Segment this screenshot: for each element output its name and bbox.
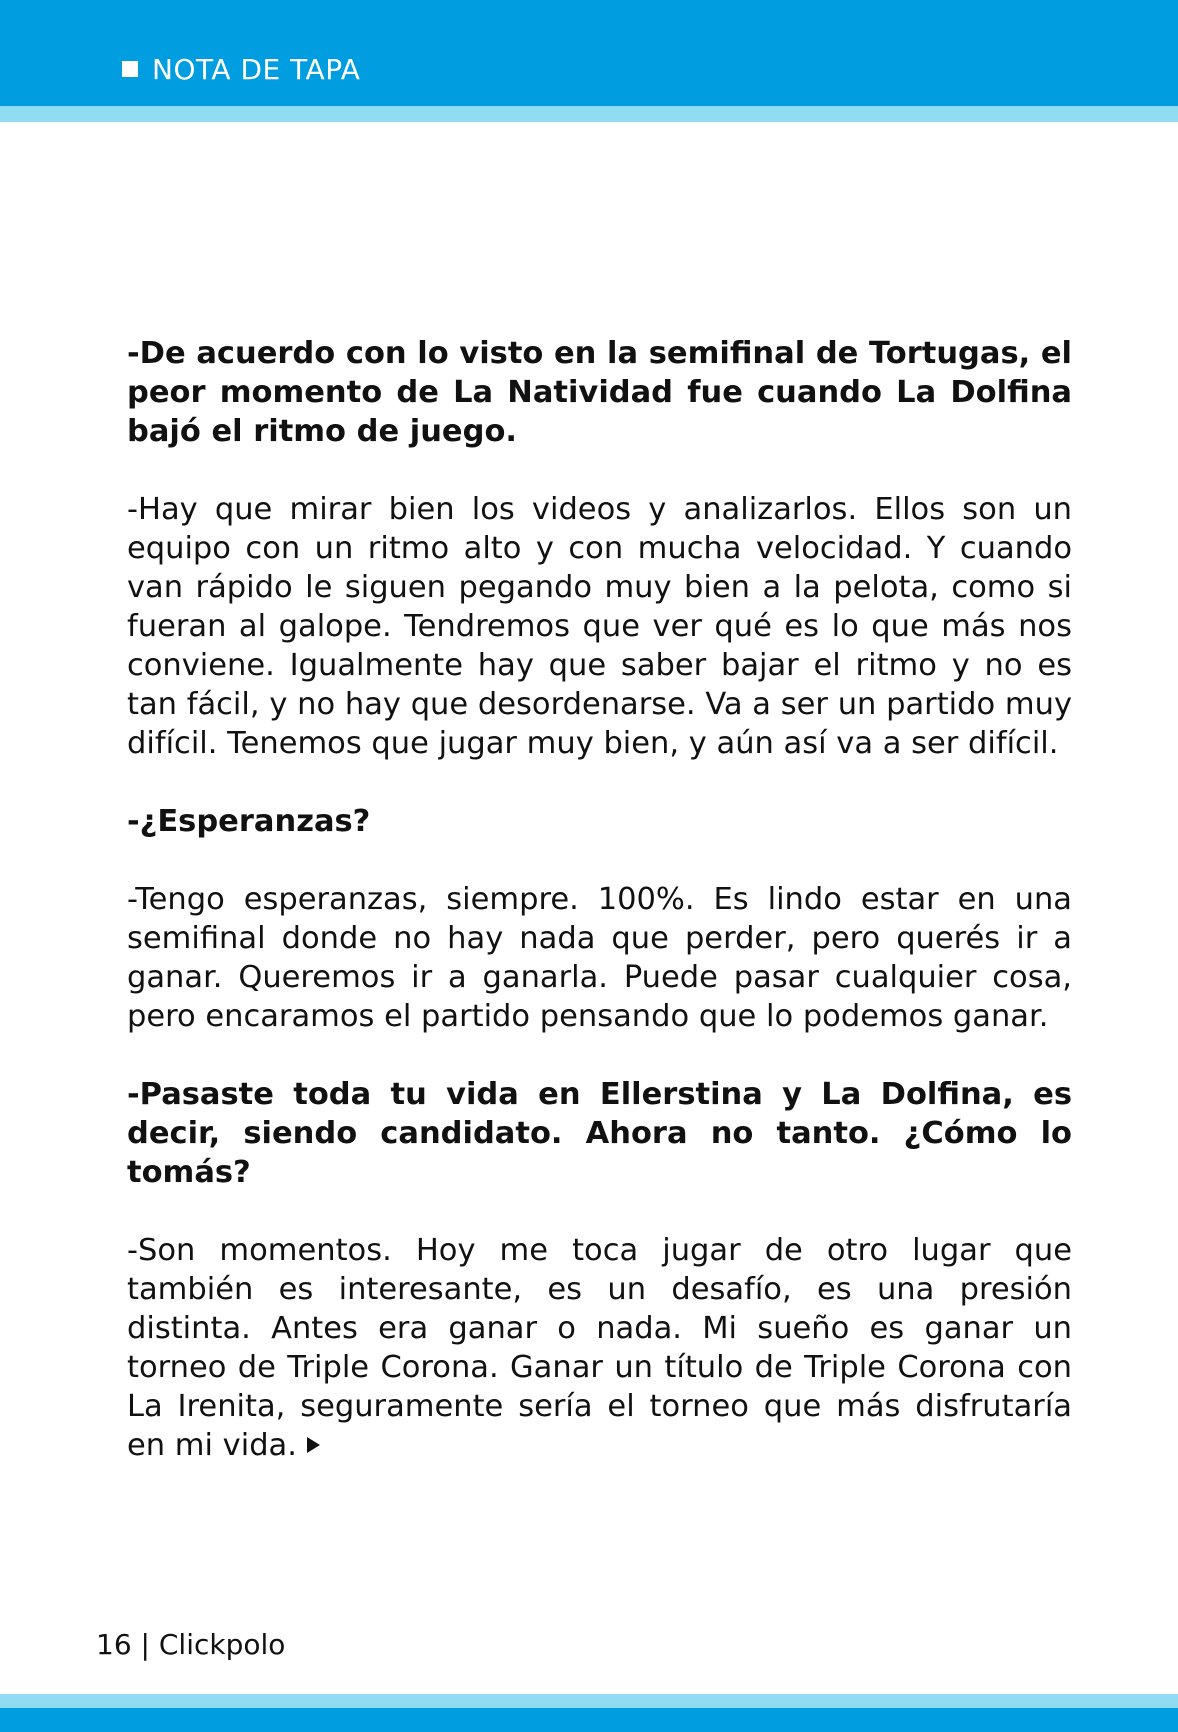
answer-3-paragraph (127, 1231, 1072, 1465)
answer-2: -Tengo esperanzas, siempre. 100%. Es lindo estar en una semifinal donde no hay nada que perder, pero querés ir a ganar. Queremos ir a ganarla. Puede pasar cualquier cosa, pero encaramos el partido pensando que lo podemos ganar. (127, 882, 1072, 1034)
footer-band (0, 1708, 1178, 1732)
footer-stripe (0, 1694, 1178, 1708)
answer-3: -Son momentos. Hoy me toca jugar de otro lugar que también es interesante, es un desafío, es una presión distinta. Antes era ganar o nada. Mi sueño es ganar un torneo de Triple Corona. Ganar un título de Triple Corona con La Irenita, seguramente sería el torneo que más disfrutaría en mi vida. (127, 1233, 1072, 1463)
question-3: -Pasaste toda tu vida en Ellerstina y La Dolfina, es decir, siendo candidato. Ahora no tanto. ¿Cómo lo tomás? (127, 1077, 1072, 1190)
section-tag (122, 52, 360, 86)
play-icon (307, 1437, 320, 1453)
question-2: -¿Esperanzas? (127, 804, 371, 839)
header-stripe (0, 106, 1178, 122)
page-number: 16 | Clickpolo (96, 1628, 286, 1661)
answer-1: -Hay que mirar bien los videos y analizarlos. Ellos son un equipo con un ritmo alto y con mucha velocidad. Y cuando van rápido le siguen pegando muy bien a la pelota, como si fueran al galope. Tendremos que ver qué es lo que más nos conviene. Igualmente hay que saber bajar el ritmo y no es tan fácil, y no hay que desordenarse. Va a ser un partido muy difícil. Tenemos que jugar muy bien, y aún así va a ser difícil. (127, 492, 1072, 761)
question-1: -De acuerdo con lo visto en la semifinal de Tortugas, el peor momento de La Natividad fue cuando La Dolfina bajó el ritmo de juego. (127, 336, 1072, 449)
square-icon (122, 61, 138, 77)
article-body (127, 334, 1072, 1465)
section-label: NOTA DE TAPA (152, 52, 361, 86)
